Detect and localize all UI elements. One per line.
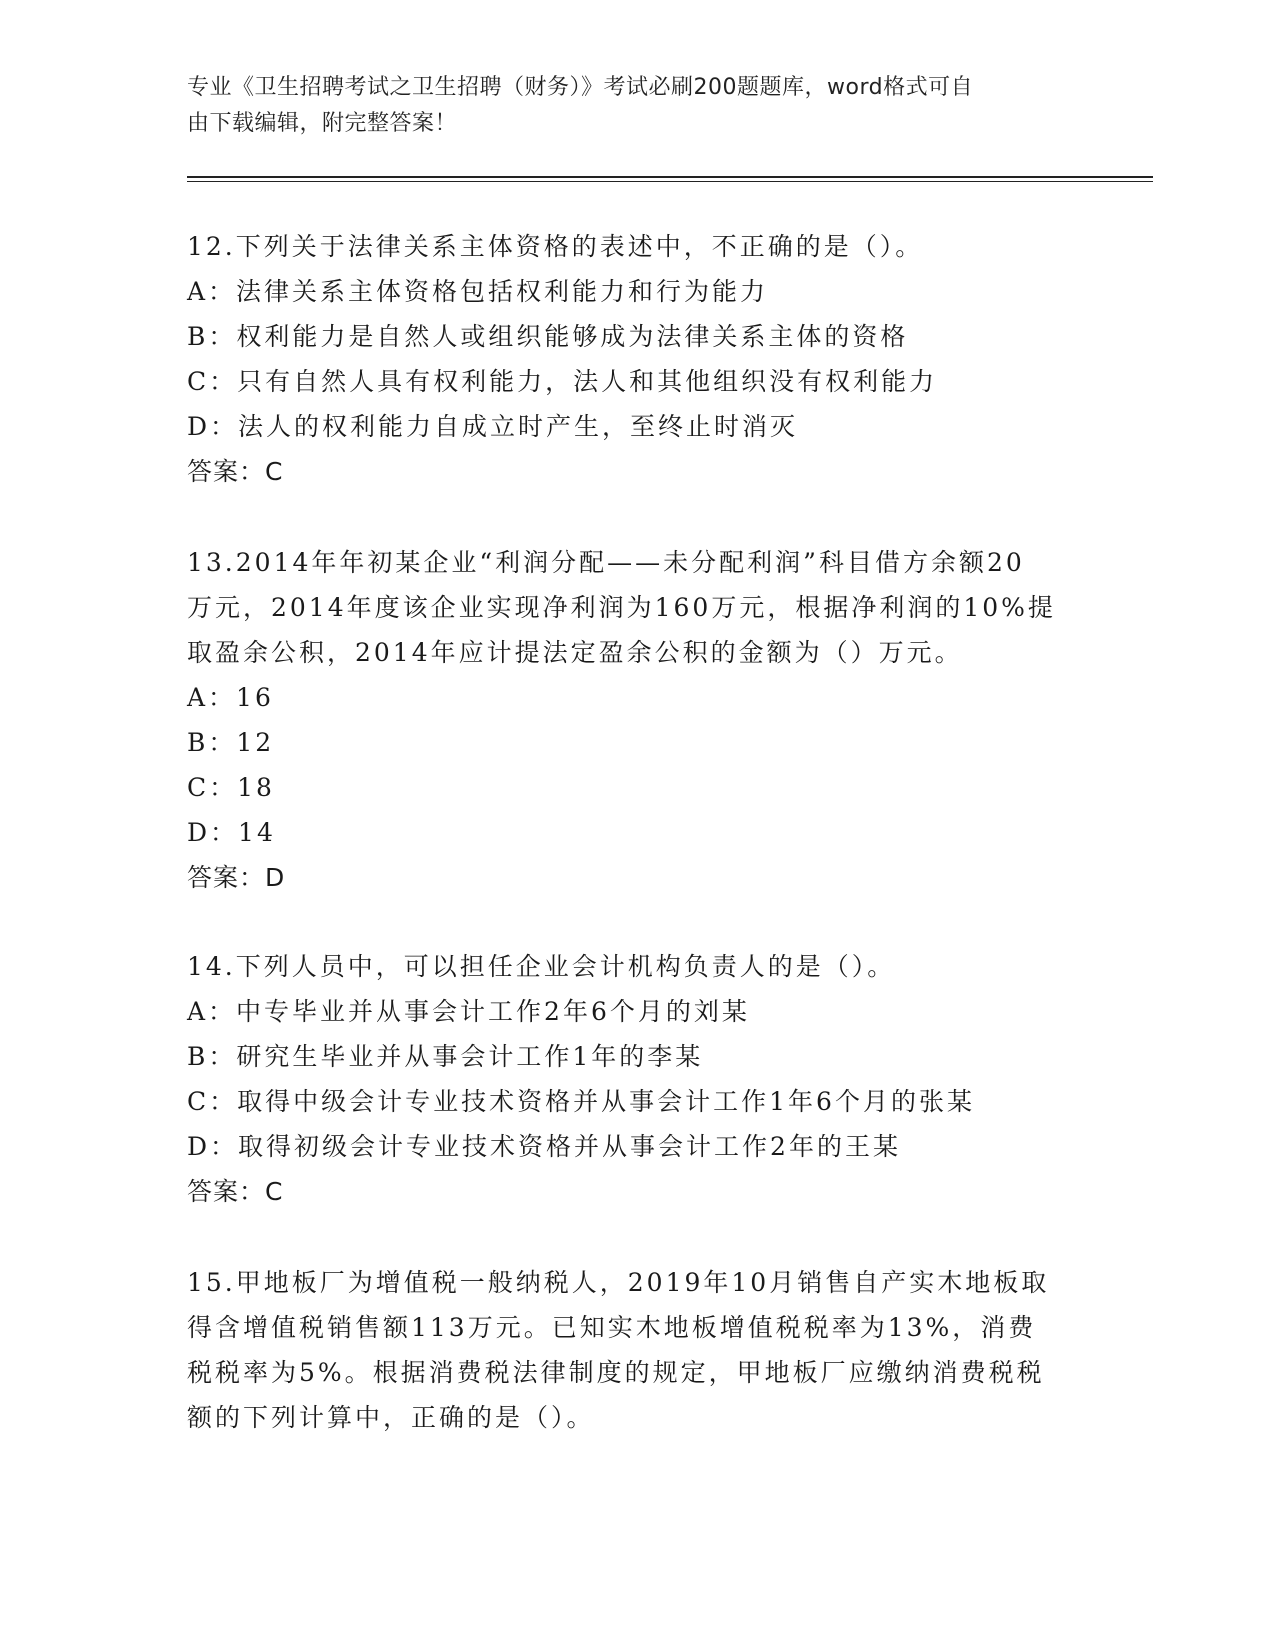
answer-line: 答案：C [187, 457, 284, 486]
answer-line: 答案：D [187, 863, 286, 892]
header-divider [187, 176, 1153, 182]
option-b: B：权利能力是自然人或组织能够成为法律关系主体的资格 [187, 322, 909, 351]
header-line-2: 由下载编辑，附完整答案！ [187, 111, 458, 136]
option-a: A：16 [187, 683, 274, 712]
question-stem-line-3: 取盈余公积，2014年应计提法定盈余公积的金额为（）万元。 [187, 638, 963, 667]
question-stem-line-3: 税税率为5%。根据消费税法律制度的规定，甲地板厂应缴纳消费税税 [187, 1358, 1045, 1387]
question-stem-line-2: 得含增值税销售额113万元。已知实木地板增值税税率为13%，消费 [187, 1313, 1037, 1342]
question-15 [187, 1260, 1087, 1440]
option-c: C：取得中级会计专业技术资格并从事会计工作1年6个月的张某 [187, 1087, 975, 1116]
document-header [187, 70, 1087, 142]
question-stem: 12.下列关于法律关系主体资格的表述中，不正确的是（）。 [187, 232, 924, 261]
option-d: D：14 [187, 818, 276, 847]
option-list [187, 675, 1087, 855]
option-a: A：中专毕业并从事会计工作2年6个月的刘某 [187, 997, 750, 1026]
question-14 [187, 944, 1087, 1214]
question-13 [187, 540, 1087, 900]
question-12 [187, 224, 1087, 494]
option-d: D：法人的权利能力自成立时产生，至终止时消灭 [187, 412, 799, 441]
option-b: B：12 [187, 728, 275, 757]
question-stem-line-1: 15.甲地板厂为增值税一般纳税人，2019年10月销售自产实木地板取 [187, 1268, 1050, 1297]
option-list [187, 269, 1087, 449]
header-line-1: 专业《卫生招聘考试之卫生招聘（财务）》考试必刷200题题库，word格式可自 [187, 75, 974, 100]
option-c: C：18 [187, 773, 275, 802]
option-c: C：只有自然人具有权利能力，法人和其他组织没有权利能力 [187, 367, 938, 396]
option-list [187, 989, 1087, 1169]
question-stem-line-1: 13.2014年年初某企业“利润分配——未分配利润”科目借方余额20 [187, 548, 1025, 577]
question-stem-line-2: 万元，2014年度该企业实现净利润为160万元，根据净利润的10%提 [187, 593, 1056, 622]
option-a: A：法律关系主体资格包括权利能力和行为能力 [187, 277, 769, 306]
option-b: B：研究生毕业并从事会计工作1年的李某 [187, 1042, 704, 1071]
question-stem-line-4: 额的下列计算中，正确的是（）。 [187, 1403, 595, 1432]
question-stem: 14.下列人员中，可以担任企业会计机构负责人的是（）。 [187, 952, 896, 981]
answer-line: 答案：C [187, 1177, 284, 1206]
option-d: D：取得初级会计专业技术资格并从事会计工作2年的王某 [187, 1132, 901, 1161]
